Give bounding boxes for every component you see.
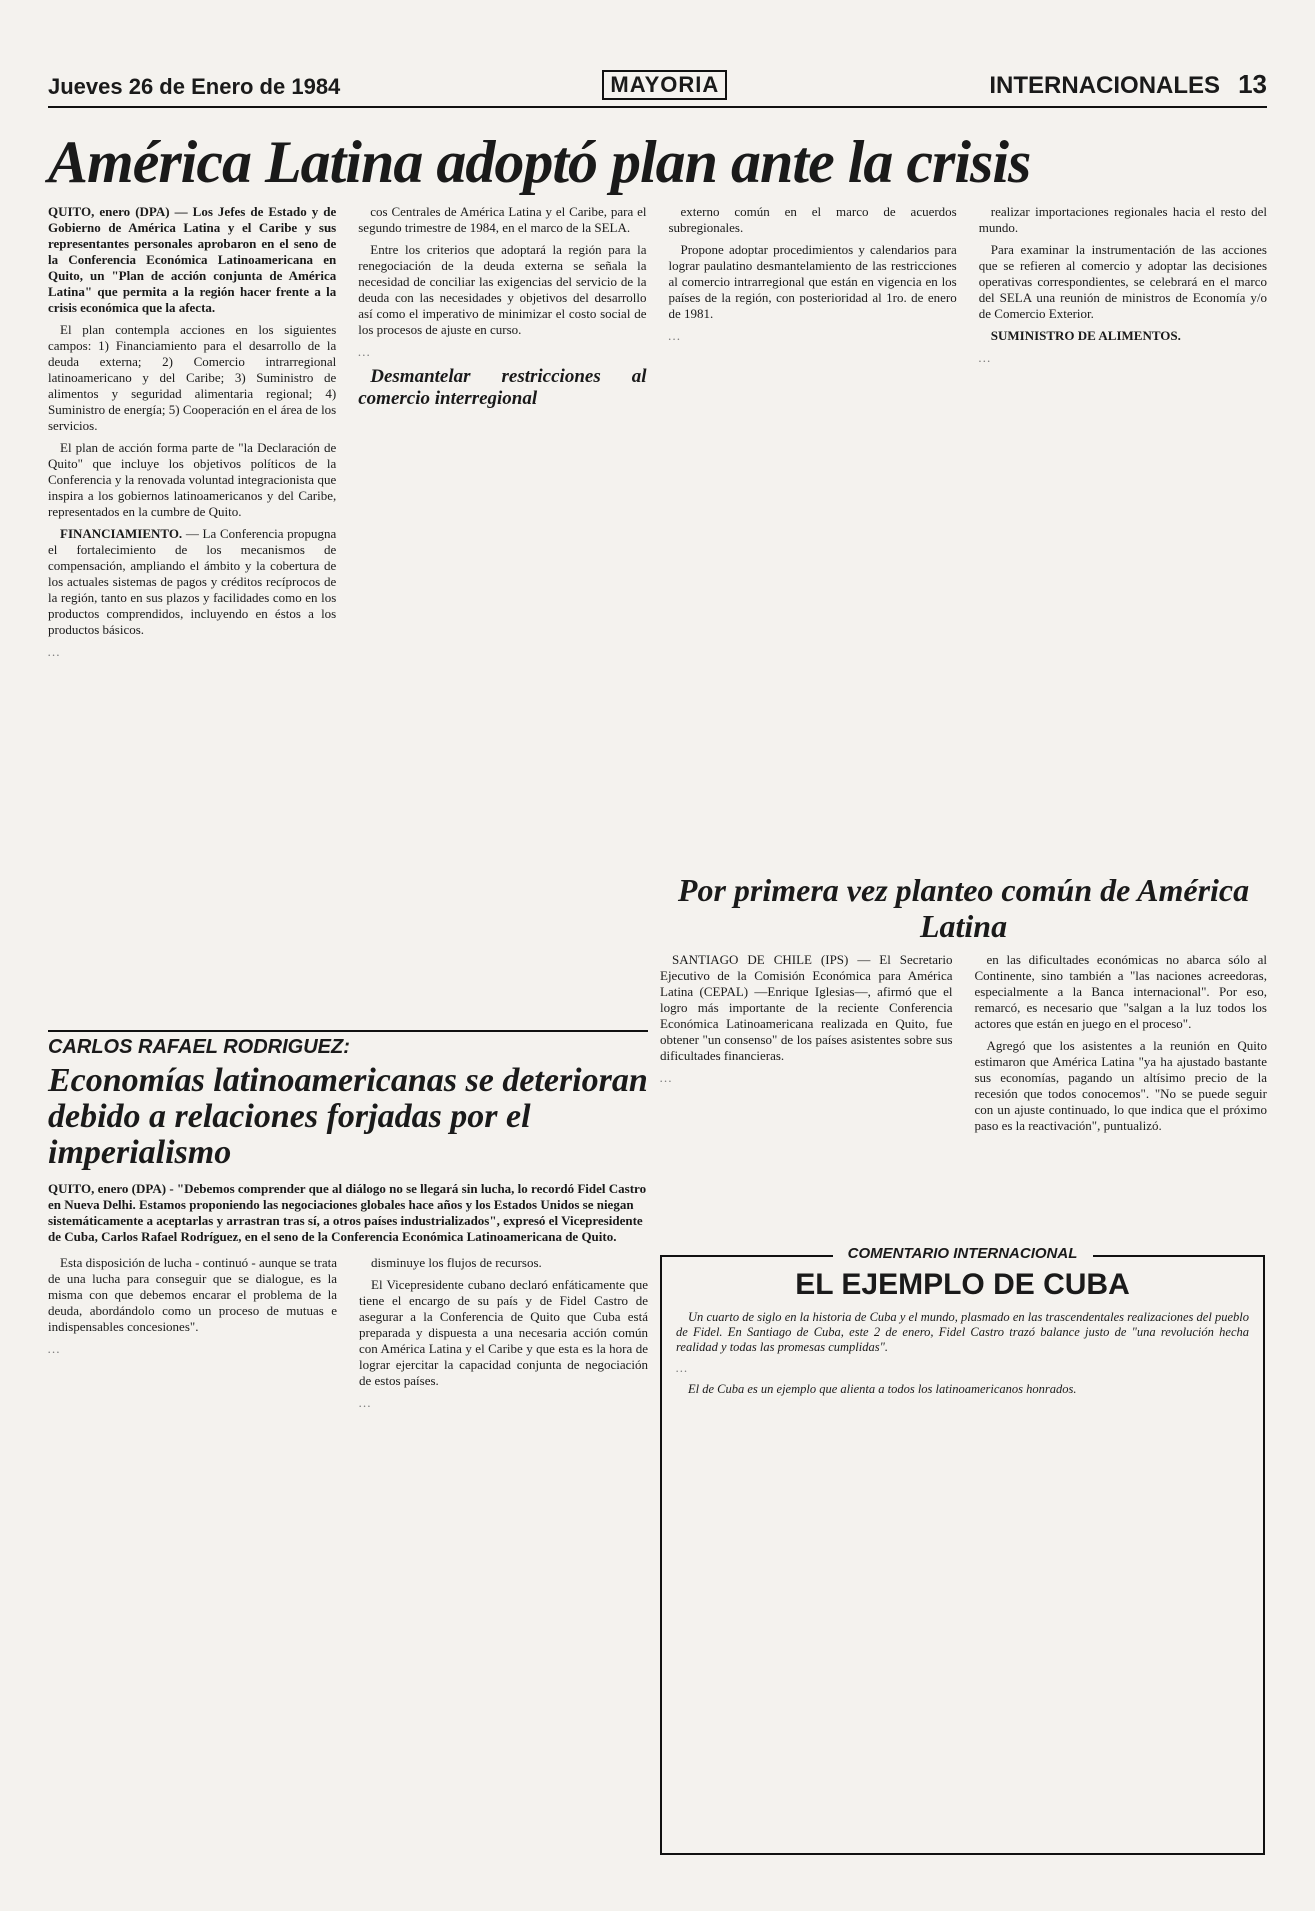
article1-col2 (358, 204, 646, 666)
subhead-financiamiento-text: — La Conferencia propugna el fortalecimiento de los mecanismos de compensación, ampliando el ámbito y la cobertura de los actuales sistemas de pagos y créditos recíprocos de la región, tanto en sus plazos y facilidades como en los productos comprendidos, incluyendo en éstos a los productos básicos. (48, 526, 337, 637)
subhead-alimentos: SUMINISTRO DE ALIMENTOS. (990, 328, 1181, 343)
box-kicker: COMENTARIO INTERNACIONAL (833, 1245, 1093, 1262)
article3-col2-p2: Agregó que los asistentes a la reunión en Quito estimaron que América Latina "ya ha ajustado bastante sus economías, pagando un altísimo precio de la recesión que todos conocemos". "No se puede seguir con un ajuste continuado, lo que indica que el próximo paso es la reactivación", puntualizó. (974, 1038, 1267, 1133)
truncation-marker: … (359, 1395, 371, 1410)
truncation-marker: … (660, 1070, 672, 1085)
article2 (48, 1030, 648, 1417)
section-name: INTERNACIONALES (989, 72, 1221, 99)
article3-col2 (975, 952, 1268, 1140)
commentary-box (660, 1245, 1265, 1855)
article1-col4-p1: realizar importaciones regionales hacia el resto del mundo. (978, 204, 1267, 235)
article1-col1 (48, 204, 336, 666)
article1-col3-p2: Propone adoptar procedimientos y calendarios para lograr paulatino desmantelamiento de las restricciones al comercio intrarregional que están en vigencia en los países de la región, con posterioridad al 1ro. de enero de 1981. (668, 242, 957, 321)
newspaper-logo: MAYORIA (602, 70, 727, 100)
masthead (48, 60, 1267, 108)
article1-col1-p2: El plan de acción forma parte de "la Declaración de Quito" que incluye los objetivos políticos de la Conferencia y la renovada voluntad integracionista que inspira a los gobiernos latinoamericanos y del Caribe, representados en la cumbre de Quito. (48, 440, 337, 519)
truncation-marker: … (358, 344, 370, 359)
subheadline-comercio: Desmantelar restricciones al comercio interregional (358, 366, 647, 409)
article1-col3 (669, 204, 957, 666)
truncation-marker: … (668, 328, 681, 343)
truncation-marker: … (676, 1361, 688, 1375)
article1-col4-p2: Para examinar la instrumentación de las acciones que se refieren al comercio y adoptar las decisiones operativas correspondientes, se celebrará en el marco del SELA una reunión de ministros de Economía y/o de Comercio Exterior. (978, 242, 1267, 321)
article2-col1-p1: Esta disposición de lucha - continuó - aunque se trata de una lucha para conseguir que se dialogue, es la misma con que debemos encarar el problema de la deuda, abordándolo como un proceso de mutuas e indispensables concesiones". (48, 1255, 337, 1334)
main-headline: América Latina adoptó plan ante la crisis (48, 129, 1031, 195)
article2-col2-p1: disminuye los flujos de recursos. (371, 1255, 542, 1270)
article3-body (660, 952, 1267, 1140)
truncation-marker: … (978, 350, 991, 365)
article1-col4 (979, 204, 1267, 666)
article3-headline: Por primera vez planteo común de América Latina (677, 872, 1250, 944)
article2-kicker: CARLOS RAFAEL RODRIGUEZ: (48, 1030, 648, 1059)
article3-col1 (660, 952, 953, 1140)
masthead-right (989, 69, 1267, 100)
article2-col2-p2: El Vicepresidente cubano declaró enfáticamente que tiene el encargo de su país y de Fidel Castro de asegurar a la Conferencia de Quito que Cuba está preparada y dispuesta a una necesaria acción común con América Latina y el Caribe y que esta es la hora de lograr ejercitar la capacidad conjunta de negociación de estos países. (359, 1277, 648, 1388)
article1-body (48, 204, 1267, 666)
article2-col1 (48, 1255, 337, 1417)
article3-col2-p1: en las dificultades económicas no abarca sólo al Continente, sino también a "las naciones acreedoras, especialmente a la Banca internacional". Por eso, remarcó, es necesario que "salgan a la luz todos los actores que están en juego en el proceso". (974, 952, 1267, 1031)
subhead-financiamiento: FINANCIAMIENTO. (60, 526, 183, 541)
article1-lede: QUITO, enero (DPA) — Los Jefes de Estado y de Gobierno de América Latina y el Caribe y sus representantes personales aprobaron en el seno de la Conferencia Económica Latinoamericana en Quito, un "Plan de acción conjunta de América Latina" que permita a la región hacer frente a la crisis económica que la afecta. (48, 204, 337, 315)
article1-col2-p1: cos Centrales de América Latina y el Caribe, para el segundo trimestre de 1984, en el marco de la SELA. (358, 204, 647, 235)
article1-col2-p2: Entre los criterios que adoptará la región para la renegociación de la deuda externa se señala la necesidad de conciliar las exigencias del servicio de la deuda con las necesidades y objetivos del desarrollo así como el imperativo de minimizar el costo social de los procesos de ajuste en curso. (358, 242, 647, 337)
article3 (660, 872, 1267, 1140)
article2-lede: QUITO, enero (DPA) - "Debemos comprender que al diálogo no se llegará sin lucha, lo recordó Fidel Castro en Nueva Delhi. Estamos proponiendo las negociaciones globales hace años y los Estados Unidos se niegan sistemáticamente a aceptarlas y arrastran tras sí, a otros países industrializados", expresó el Vicepresidente de Cuba, Carlos Rafael Rodríguez, en el seno de la Conferencia Económica Latinoamericana de Quito. (48, 1181, 647, 1244)
article1-col1-sub-para (48, 526, 336, 638)
box-title: EL EJEMPLO DE CUBA (795, 1268, 1130, 1301)
page-number: 13 (1238, 69, 1267, 99)
truncation-marker: … (48, 1341, 60, 1356)
article1-col1-p1: El plan contempla acciones en los siguientes campos: 1) Financiamiento para el desarrollo de la deuda externa; 2) Comercio intrarregional latinoamericano y del Caribe; 3) Suministro de alimentos y seguridad alimentaria regional; 4) Suministro de energía; 5) Cooperación en el área de los servicios. (48, 322, 337, 433)
box-last: El de Cuba es un ejemplo que alienta a todos los latinoamericanos honrados. (688, 1382, 1077, 1396)
box-p1: Un cuarto de siglo en la historia de Cuba y el mundo, plasmado en las trascendentales realizaciones del pueblo de Fidel. En Santiago de Cuba, este 2 de enero, Fidel Castro trazó balance justo de "una revolución hecha realidad y todas las promesas cumplidas". (676, 1310, 1249, 1354)
article2-body (48, 1255, 648, 1417)
issue-date: Jueves 26 de Enero de 1984 (48, 74, 341, 99)
article1-col3-p1: externo común en el marco de acuerdos subregionales. (668, 204, 957, 235)
truncation-marker: … (48, 644, 60, 659)
article2-headline: Economías latinoamericanas se deterioran debido a relaciones forjadas por el imperialismo (48, 1062, 648, 1171)
article2-col2 (359, 1255, 648, 1417)
article3-col1-p1: SANTIAGO DE CHILE (IPS) — El Secretario Ejecutivo de la Comisión Económica para América Latina (CEPAL) —Enrique Iglesias—, afirmó que el logro más importante de la reciente Conferencia Económica Latinoamericana realizada en Quito, fue obtener "un consenso" de los países asistentes sobre sus dificultades financieras. (660, 952, 953, 1063)
